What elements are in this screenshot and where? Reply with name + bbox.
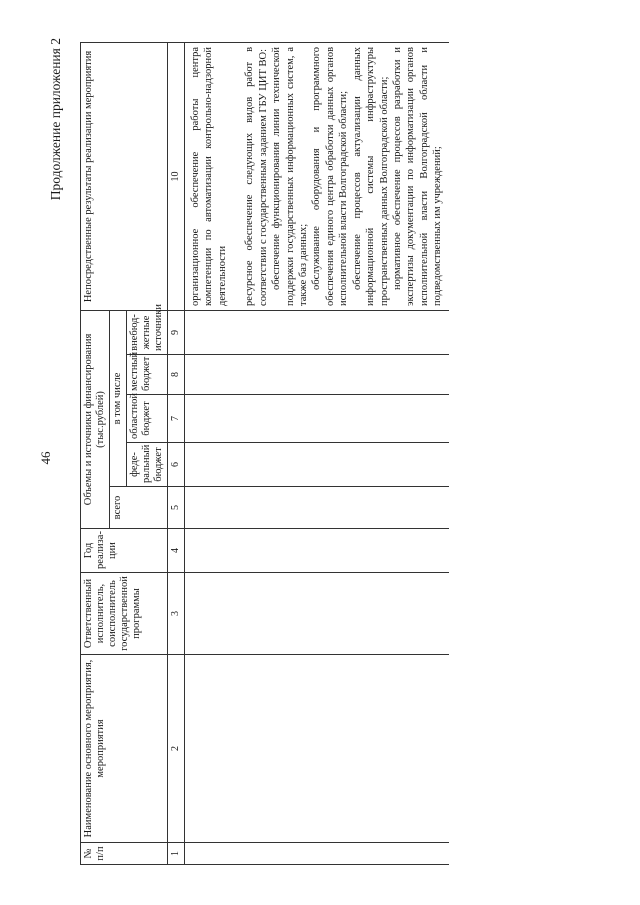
content-row: [184, 42, 448, 864]
column-number: 8: [168, 355, 185, 395]
result-paragraph-6: нормативное обеспечение процессов разработки и экспертизы документации по информатизации органов исполнительной власти Волгоградской области и подведомственных им учреждений;: [392, 46, 444, 306]
result-paragraph-4: обслуживание оборудования и программного обеспечения единого центра обработки данных органов исполнительной власти Волгоградской области;: [311, 46, 350, 306]
cell-federal: [184, 443, 448, 487]
program-table: [80, 42, 449, 865]
header-name: Наименование основного мероприятия, мероприятия: [81, 655, 168, 843]
result-paragraph-5: обеспечение процессов актуализации данных информационной системы инфраструктуры пространственных данных Волгоградской области;: [351, 46, 390, 306]
header-row-1: [81, 42, 110, 864]
header-offbudget: внебюд-жетные источники: [127, 310, 168, 354]
column-number: 7: [168, 395, 185, 443]
page-number: 46: [38, 451, 53, 465]
column-number-row: [168, 42, 185, 864]
column-number: 9: [168, 310, 185, 354]
cell-regional: [184, 395, 448, 443]
column-number: 4: [168, 529, 185, 573]
cell-local: [184, 355, 448, 395]
header-funding: Объемы и источники финансирования (тыс.рублей): [81, 310, 110, 528]
header-executor: Ответственный исполнитель, соисполнитель государственной программы: [81, 573, 168, 655]
header-local: местный бюджет: [127, 355, 168, 395]
header-incl: в том числе: [110, 310, 127, 486]
cell-name: [184, 655, 448, 843]
cell-total: [184, 487, 448, 529]
result-paragraph-3: обеспечение функционирования линии технической поддержки государственных информационных систем, а также баз данных;: [271, 46, 309, 306]
appendix-title: Продолжение приложения 2: [48, 38, 63, 201]
header-regional: областной бюджет: [127, 395, 168, 443]
cell-results: [184, 42, 448, 310]
column-number: 6: [168, 443, 185, 487]
header-federal: феде-ральный бюджет: [127, 443, 168, 487]
rotated-page: [0, 30, 640, 880]
result-paragraph-2: ресурсное обеспечение следующих видов работ в соответствии с государственным заданием ГБУ ЦИТ ВО:: [244, 46, 269, 306]
cell-offbudget: [184, 310, 448, 354]
cell-executor: [184, 573, 448, 655]
header-num: № п/п: [81, 843, 168, 865]
header-year: Год реализа-ции: [81, 529, 168, 573]
header-total: всего: [110, 487, 168, 529]
header-results: Непосредственные результаты реализации мероприятия: [81, 42, 168, 310]
column-number: 10: [168, 42, 185, 310]
result-paragraph-1: организационное обеспечение работы центра компетенции по автоматизации контрольно-надзорной деятельности: [189, 46, 228, 306]
column-number: 1: [168, 843, 185, 865]
column-number: 3: [168, 573, 185, 655]
column-number: 2: [168, 655, 185, 843]
column-number: 5: [168, 487, 185, 529]
cell-num: [184, 843, 448, 865]
cell-year: [184, 529, 448, 573]
